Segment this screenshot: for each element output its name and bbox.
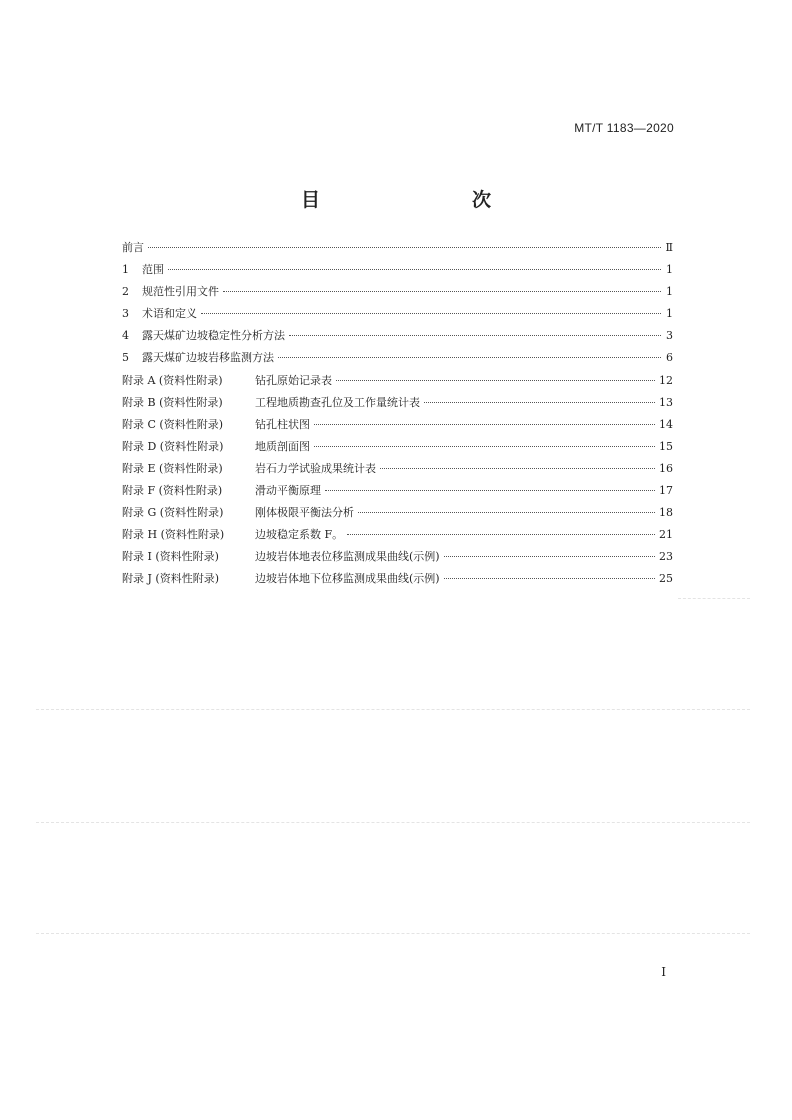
toc-leader — [278, 357, 661, 358]
toc-appendix-number: 附录 C (资料性附录) — [122, 417, 223, 431]
toc-label: 规范性引用文件 — [142, 285, 219, 299]
toc-entry-appendix-i[interactable] — [122, 548, 673, 570]
toc-entry-appendix-c[interactable] — [122, 416, 673, 438]
toc-label: 工程地质勘查孔位及工作量统计表 — [255, 395, 420, 409]
toc-page: 16 — [659, 461, 673, 475]
toc-label: 边坡岩体地下位移监测成果曲线(示例) — [255, 572, 440, 586]
faint-divider — [36, 709, 750, 710]
table-of-contents — [122, 239, 673, 593]
toc-entry-appendix-j[interactable] — [122, 570, 673, 592]
toc-page: 13 — [659, 395, 673, 409]
toc-page: 1 — [666, 263, 673, 277]
toc-label: 边坡稳定系数 F。 — [255, 528, 344, 542]
toc-page: 21 — [659, 528, 673, 542]
toc-label: 岩石力学试验成果统计表 — [255, 461, 376, 475]
toc-page: 12 — [659, 373, 673, 387]
toc-page: 6 — [666, 351, 673, 365]
toc-number: 4 — [122, 329, 129, 343]
toc-entry-1[interactable] — [122, 261, 673, 283]
toc-page: 3 — [666, 329, 673, 343]
toc-label: 滑动平衡原理 — [255, 484, 321, 498]
toc-leader — [347, 534, 655, 535]
toc-label: 露天煤矿边坡稳定性分析方法 — [142, 329, 285, 343]
toc-label: 钻孔柱状图 — [255, 417, 310, 431]
toc-appendix-number: 附录 I (资料性附录) — [122, 550, 219, 564]
toc-label: 范围 — [142, 263, 164, 277]
toc-appendix-number: 附录 F (资料性附录) — [122, 484, 223, 498]
faint-divider — [36, 822, 750, 823]
toc-appendix-number: 附录 D (资料性附录) — [122, 439, 224, 453]
toc-number: 2 — [122, 285, 129, 299]
toc-appendix-number: 附录 G (资料性附录) — [122, 506, 224, 520]
toc-page: 14 — [659, 417, 673, 431]
toc-number: 3 — [122, 307, 129, 321]
toc-entry-appendix-a[interactable] — [122, 372, 673, 394]
toc-leader — [148, 247, 661, 248]
toc-leader — [314, 446, 655, 447]
toc-page: 25 — [659, 572, 673, 586]
toc-leader — [358, 512, 655, 513]
toc-number: 1 — [122, 263, 129, 277]
toc-appendix-number: 附录 A (资料性附录) — [122, 373, 223, 387]
toc-label: 术语和定义 — [142, 307, 197, 321]
toc-entry-appendix-f[interactable] — [122, 482, 673, 504]
toc-leader — [444, 556, 655, 557]
toc-entry-appendix-e[interactable] — [122, 460, 673, 482]
toc-leader — [380, 468, 655, 469]
standard-code: MT/T 1183—2020 — [574, 121, 674, 135]
toc-leader — [168, 269, 661, 270]
toc-leader — [325, 490, 655, 491]
toc-leader — [444, 578, 655, 579]
toc-entry-appendix-h[interactable] — [122, 526, 673, 548]
faint-divider — [678, 598, 750, 599]
toc-page: 17 — [659, 484, 673, 498]
toc-entry-foreword[interactable] — [122, 239, 673, 261]
toc-page: 15 — [659, 439, 673, 453]
toc-appendix-number: 附录 E (资料性附录) — [122, 461, 223, 475]
toc-leader — [201, 313, 661, 314]
toc-label: 边坡岩体地表位移监测成果曲线(示例) — [255, 550, 440, 564]
toc-label: 露天煤矿边坡岩移监测方法 — [142, 351, 274, 365]
page-title: 目 次 — [300, 189, 529, 211]
toc-page: 1 — [666, 307, 673, 321]
toc-appendix-number: 附录 H (资料性附录) — [122, 528, 225, 542]
toc-number: 5 — [122, 351, 129, 365]
toc-leader — [289, 335, 661, 336]
toc-label: 刚体极限平衡法分析 — [255, 506, 354, 520]
toc-page: 23 — [659, 550, 673, 564]
page-number: I — [661, 965, 666, 979]
toc-leader — [223, 291, 661, 292]
toc-label: 钻孔原始记录表 — [255, 373, 332, 387]
toc-entry-appendix-b[interactable] — [122, 394, 673, 416]
toc-page: 18 — [659, 506, 673, 520]
toc-entry-appendix-g[interactable] — [122, 504, 673, 526]
toc-entry-5[interactable] — [122, 349, 673, 371]
toc-page: Ⅱ — [665, 241, 673, 254]
toc-appendix-number: 附录 J (资料性附录) — [122, 572, 219, 586]
toc-entry-appendix-d[interactable] — [122, 438, 673, 460]
toc-label: 地质剖面图 — [255, 439, 310, 453]
faint-divider — [36, 933, 750, 934]
toc-appendix-number: 附录 B (资料性附录) — [122, 395, 223, 409]
toc-leader — [336, 380, 655, 381]
toc-label: 前言 — [122, 241, 144, 254]
toc-entry-3[interactable] — [122, 305, 673, 327]
toc-entry-2[interactable] — [122, 283, 673, 305]
toc-page: 1 — [666, 285, 673, 299]
toc-leader — [424, 402, 655, 403]
toc-leader — [314, 424, 655, 425]
toc-entry-4[interactable] — [122, 327, 673, 349]
